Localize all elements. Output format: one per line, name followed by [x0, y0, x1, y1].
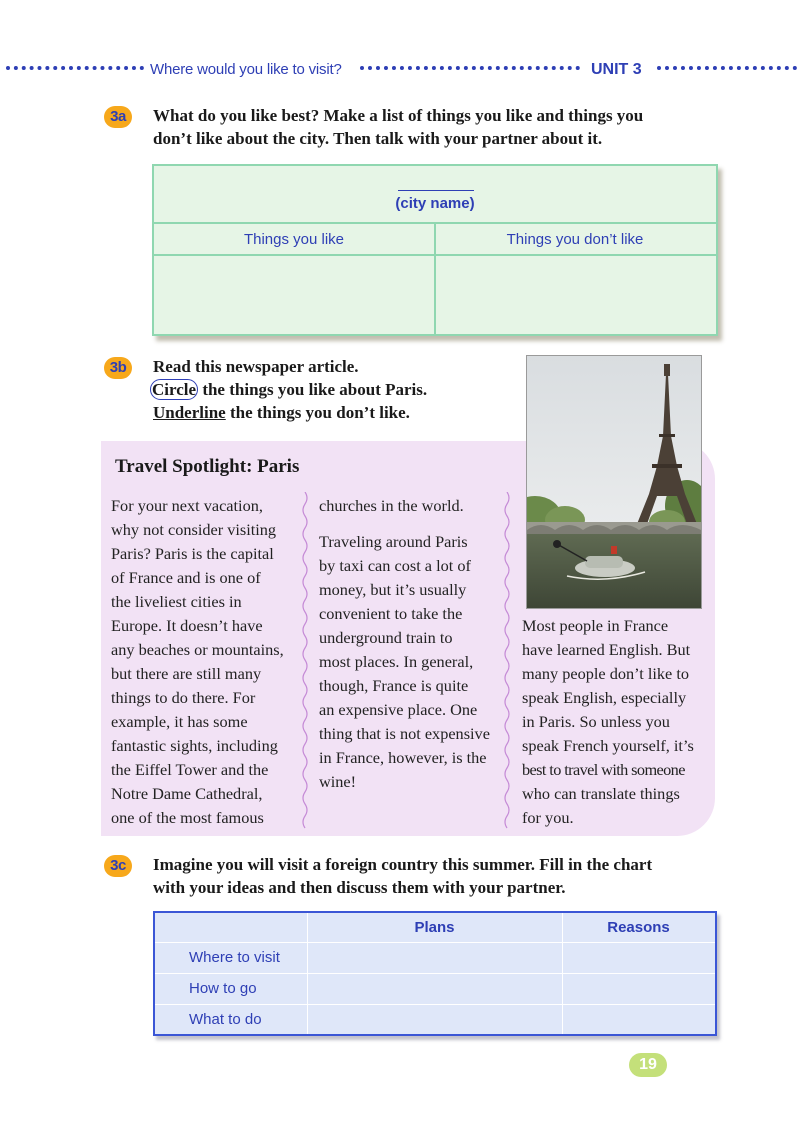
article-line: For your next vacation, [111, 496, 263, 515]
instruction-3b-line1: Read this newspaper article. [153, 357, 359, 376]
likes-cell[interactable] [154, 256, 434, 332]
eiffel-tower-photo [526, 355, 702, 609]
row-label-where-to-visit: Where to visit [189, 949, 280, 966]
underline-word: Underline [153, 403, 226, 422]
instruction-3b [153, 355, 427, 424]
article-column-2 [319, 494, 490, 794]
header-plans: Plans [414, 919, 455, 936]
article-line: Notre Dame Cathedral, [111, 784, 263, 803]
article-line: Europe. It doesn’t have [111, 616, 263, 635]
article-line: most places. In general, [319, 652, 474, 671]
article-line: the liveliest cities in [111, 592, 242, 611]
instruction-3a-line2: don’t like about the city. Then talk with your partner about it. [153, 129, 603, 148]
column-divider-wavy [300, 492, 310, 832]
circle-word: Circle [152, 380, 197, 399]
article-line: by taxi can cost a lot of [319, 556, 471, 575]
dislikes-cell[interactable] [436, 256, 714, 332]
article-line: speak French yourself, it’s [522, 736, 694, 755]
header-things-you-dont-like: Things you don’t like [506, 231, 644, 248]
header-dots-right [657, 66, 797, 70]
instruction-3b-line2 [153, 378, 427, 401]
article-line: for you. [522, 808, 574, 827]
article-line: one of the most famous [111, 808, 264, 827]
city-name-blank-line[interactable] [398, 190, 474, 191]
article-line: underground train to [319, 628, 453, 647]
page-number: 19 [629, 1053, 667, 1077]
header-dots-left [6, 66, 144, 70]
column-divider-wavy [502, 492, 512, 832]
city-likes-table [152, 164, 718, 336]
article-line: any beaches or mountains, [111, 640, 284, 659]
unit-subtitle: Where would you like to visit? [150, 61, 342, 78]
reasons-cell[interactable] [563, 943, 715, 972]
header-dots-middle [360, 66, 580, 70]
article-line: Most people in France [522, 616, 669, 635]
section-badge-3b: 3b [104, 357, 132, 379]
article-title: Travel Spotlight: Paris [115, 456, 300, 477]
article-line: have learned English. But [522, 640, 691, 659]
reasons-cell[interactable] [563, 974, 715, 1003]
instruction-3c-line1: Imagine you will visit a foreign country this summer. Fill in the chart [153, 855, 653, 874]
header-things-you-like: Things you like [243, 231, 345, 248]
article-column-1 [111, 494, 284, 830]
article-line: convenient to take the [319, 604, 463, 623]
section-badge-3a: 3a [104, 106, 132, 128]
article-line: the Eiffel Tower and the [111, 760, 269, 779]
article-line: though, France is quite [319, 676, 469, 695]
instruction-3b-line3 [153, 401, 427, 424]
article-line: fantastic sights, including [111, 736, 278, 755]
article-line: why not consider visiting [111, 520, 277, 539]
reasons-cell[interactable] [563, 1005, 715, 1032]
instruction-3a [153, 104, 643, 150]
row-label-what-to-do: What to do [189, 1011, 262, 1028]
article-line: of France and is one of [111, 568, 261, 587]
plans-cell[interactable] [308, 1005, 561, 1032]
article-line: but there are still many [111, 664, 262, 683]
instruction-3c-line2: with your ideas and then discuss them with your partner. [153, 878, 566, 897]
article-line: churches in the world. [319, 496, 464, 515]
article-line: example, it has some [111, 712, 248, 731]
travel-plans-table [153, 911, 717, 1036]
plans-cell[interactable] [308, 943, 561, 972]
eiffel-tower-illustration [527, 356, 701, 608]
header-reasons: Reasons [607, 919, 670, 936]
article-line: speak English, especially [522, 688, 687, 707]
article-line: best to travel with someone [522, 760, 685, 779]
article-line: thing that is not expensive [319, 724, 490, 743]
article-line: in France, however, is the [319, 748, 487, 767]
article-line: things to do there. For [111, 688, 256, 707]
article-line: wine! [319, 772, 357, 791]
row-label-how-to-go: How to go [189, 980, 257, 997]
section-badge-3c: 3c [104, 855, 132, 877]
city-name-label: (city name) [395, 195, 475, 212]
article-line: an expensive place. One [319, 700, 478, 719]
instruction-3a-line1: What do you like best? Make a list of things you like and things you [153, 106, 644, 125]
article-line: money, but it’s usually [319, 580, 467, 599]
article-line: in Paris. So unless you [522, 712, 670, 731]
article-line: many people don’t like to [522, 664, 690, 683]
article-column-3 [522, 614, 694, 830]
plans-cell[interactable] [308, 974, 561, 1003]
unit-label: UNIT 3 [591, 61, 642, 78]
article-line: Paris? Paris is the capital [111, 544, 274, 563]
instruction-3b-line2-rest: the things you like about Paris. [198, 380, 428, 399]
article-line: Traveling around Paris [319, 532, 468, 551]
article-line: who can translate things [522, 784, 680, 803]
instruction-3b-line3-rest: the things you don’t like. [225, 403, 410, 422]
instruction-3c [153, 853, 652, 899]
